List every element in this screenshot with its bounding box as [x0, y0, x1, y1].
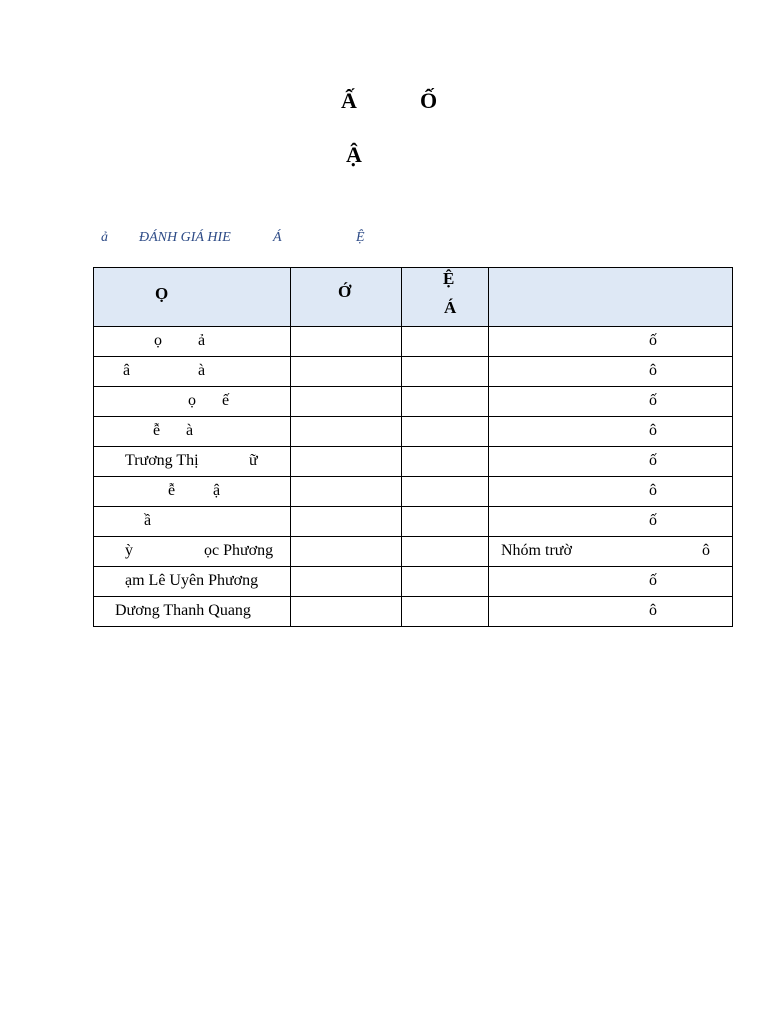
cell-note: [489, 357, 733, 387]
cell-note-part-b: ô: [649, 362, 657, 379]
subtitle-part-4: Ệ: [356, 230, 365, 245]
header-name-label: Ọ: [155, 284, 169, 303]
cell-name: [94, 597, 291, 627]
cell-note: [489, 567, 733, 597]
cell-name-part-b: ọc Phương: [204, 542, 274, 559]
title-glyph-3: Ậ: [346, 142, 362, 167]
members-table: [93, 267, 733, 627]
cell-name-part-a: ạm Lê Uyên Phương: [125, 572, 259, 589]
cell-note: [489, 387, 733, 417]
table-row: [94, 417, 733, 447]
cell-name-part-a: ễ: [153, 422, 161, 439]
cell-name-part-a: Dương Thanh Quang: [115, 602, 251, 619]
cell-col2: [291, 597, 402, 627]
cell-col2: [291, 477, 402, 507]
table-row: [94, 537, 733, 567]
document-subtitle: [0, 226, 768, 250]
cell-col3: [402, 597, 489, 627]
header-col3-label-top: Ệ: [443, 269, 455, 288]
document-title-line-1: [0, 86, 768, 116]
cell-name-part-a: ầ: [144, 512, 152, 529]
cell-note-part-b: ố: [649, 512, 657, 529]
cell-name: [94, 567, 291, 597]
cell-col2: [291, 447, 402, 477]
title-glyph-1: Ấ: [341, 88, 357, 113]
cell-col2: [291, 387, 402, 417]
cell-note-part-b: ô: [649, 482, 657, 499]
cell-note-part-b: ô: [649, 602, 657, 619]
header-col3-label-bottom: Á: [444, 298, 457, 317]
cell-name-part-b: ả: [198, 332, 206, 349]
cell-note: [489, 447, 733, 477]
cell-name-part-a: Trương Thị: [125, 452, 199, 469]
cell-col3: [402, 447, 489, 477]
cell-name-part-a: â: [123, 362, 131, 379]
cell-col3: [402, 477, 489, 507]
cell-note: [489, 597, 733, 627]
cell-note: [489, 507, 733, 537]
cell-name-part-a: ỳ: [125, 542, 133, 559]
cell-name: [94, 537, 291, 567]
cell-col3: [402, 357, 489, 387]
cell-name-part-b: ế: [222, 392, 230, 409]
cell-note: [489, 477, 733, 507]
subtitle-part-3: Á: [273, 230, 282, 245]
cell-name: [94, 447, 291, 477]
cell-note-part-b: ô: [702, 542, 710, 559]
header-col2-label: Ớ: [338, 282, 352, 301]
table-row: [94, 597, 733, 627]
cell-note-part-b: ố: [649, 392, 657, 409]
cell-col2: [291, 567, 402, 597]
table-row: [94, 567, 733, 597]
cell-note: [489, 417, 733, 447]
cell-note: [489, 327, 733, 357]
cell-name: [94, 357, 291, 387]
table-row: [94, 447, 733, 477]
cell-col3: [402, 417, 489, 447]
cell-name-part-b: ữ: [249, 452, 258, 469]
cell-note: [489, 537, 733, 567]
cell-name-part-b: à: [198, 362, 206, 379]
table-header-row: [94, 268, 733, 327]
cell-col3: [402, 327, 489, 357]
cell-col3: [402, 567, 489, 597]
cell-name: [94, 327, 291, 357]
cell-note-part-b: ô: [649, 422, 657, 439]
title-glyph-2: Ố: [420, 88, 438, 113]
table-row: [94, 357, 733, 387]
cell-col2: [291, 357, 402, 387]
cell-note-part-b: ố: [649, 332, 657, 349]
cell-note-part-b: ố: [649, 452, 657, 469]
cell-name: [94, 477, 291, 507]
cell-name-part-b: à: [186, 422, 194, 439]
header-name: [94, 268, 291, 327]
cell-name-part-a: ọ: [154, 332, 162, 349]
cell-col2: [291, 417, 402, 447]
document-title-line-2: [0, 140, 768, 170]
table-row: [94, 387, 733, 417]
cell-name: [94, 507, 291, 537]
cell-col2: [291, 327, 402, 357]
subtitle-part-2: ĐÁNH GIÁ HIE: [139, 230, 231, 245]
cell-name-part-a: ọ: [188, 392, 196, 409]
table-row: [94, 477, 733, 507]
cell-note-part-b: ố: [649, 572, 657, 589]
cell-note-part-a: Nhóm trườ: [501, 542, 572, 559]
subtitle-part-1: ả: [101, 230, 108, 245]
header-col3: [402, 268, 489, 327]
cell-col2: [291, 507, 402, 537]
cell-col2: [291, 537, 402, 567]
cell-col3: [402, 387, 489, 417]
cell-name-part-a: ễ: [168, 482, 176, 499]
cell-name: [94, 417, 291, 447]
cell-name-part-b: ậ: [213, 482, 221, 499]
header-col2: [291, 268, 402, 327]
table-row: [94, 507, 733, 537]
cell-col3: [402, 537, 489, 567]
cell-name: [94, 387, 291, 417]
header-col4: [489, 268, 733, 327]
table-row: [94, 327, 733, 357]
cell-col3: [402, 507, 489, 537]
